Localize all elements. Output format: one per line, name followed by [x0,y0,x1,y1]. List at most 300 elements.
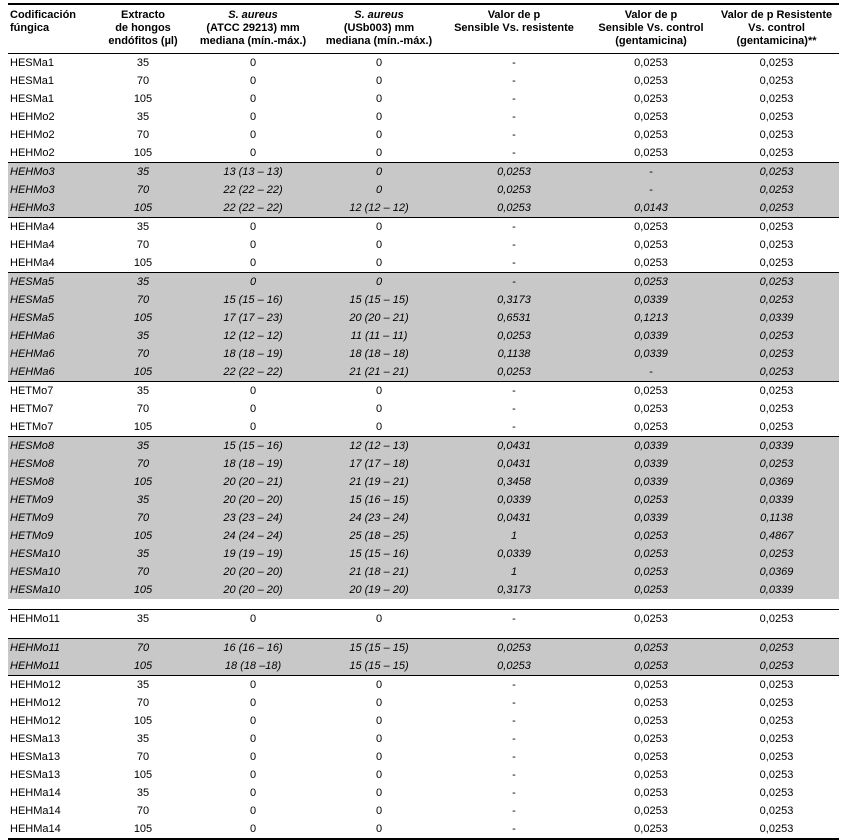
table-row [8,766,839,784]
value-cell: 70 [98,345,188,363]
value-cell: 0,0253 [634,420,668,433]
value-cell: 70 [136,696,150,709]
value-cell: 0,4867 [714,527,839,545]
value-cell: - [440,273,588,292]
table-row [8,581,839,599]
value-cell: 70 [136,74,150,87]
fungal-code-cell: HESMa13 [10,768,61,781]
value-cell: 18 (18 –18) [188,657,318,676]
value-cell: 0,0253 [588,527,714,545]
value-cell: 0,0253 [714,610,839,629]
value-cell: 0,0339 [714,437,839,456]
value-cell: - [512,732,516,745]
column-header-line: Sensible Vs. resistente [454,22,574,34]
value-cell: 0,1138 [440,345,588,363]
fungal-code-cell: HEHMa4 [8,218,98,237]
value-cell: 0,0253 [440,363,588,382]
value-cell: 35 [136,732,150,745]
value-cell: 0,0253 [588,610,714,629]
table-row [8,400,839,418]
fungal-code-cell: HESMa13 [10,750,61,763]
value-cell: 105 [98,473,188,491]
value-cell: - [588,363,714,382]
value-cell: 0 [188,218,318,237]
fungal-code-cell: HETMo7 [10,402,54,415]
table-row [8,712,839,730]
fungal-code-cell: HEHMo3 [8,199,98,218]
table-row [8,820,839,839]
table-row [8,418,839,437]
value-cell: 0,0339 [588,455,714,473]
column-header-line: (ATCC 29213) mm [206,22,300,34]
value-cell: 24 (24 – 24) [188,527,318,545]
column-header-line: Valor de p Resistente [720,9,833,21]
value-cell: 0,0431 [440,437,588,456]
table-row [8,491,839,509]
value-cell: 0,0253 [634,750,668,763]
value-cell: 0,0253 [440,181,588,199]
value-cell: 0 [249,804,257,817]
value-cell: 0,0339 [714,581,839,599]
value-cell: 15 (15 – 15) [318,291,440,309]
value-cell: 0 [375,768,383,781]
value-cell: 0 [249,750,257,763]
value-cell: 0,0253 [714,363,839,382]
value-cell: 0,0253 [714,345,839,363]
value-cell: 0 [188,382,318,401]
value-cell: 0,0253 [588,491,714,509]
fungal-code-cell: HEHMo12 [8,676,98,695]
value-cell: 0,0253 [759,402,794,415]
value-cell: 0,6531 [440,309,588,327]
table-row [8,181,839,199]
fungal-code-cell: HEHMa14 [10,822,61,835]
value-cell: 0,0253 [759,786,794,799]
value-cell: 0,0253 [714,639,839,658]
table-row [8,545,839,563]
value-cell: 21 (19 – 21) [318,473,440,491]
value-cell: - [440,610,588,629]
table-row [8,437,839,456]
fungal-code-cell: HEHMa6 [8,345,98,363]
value-cell: - [588,181,714,199]
value-cell: 0 [249,768,257,781]
value-cell: 0,1213 [588,309,714,327]
column-header-line: Valor de p [624,9,678,21]
table-row [8,199,839,218]
header-row [8,4,839,54]
table-row [8,273,839,292]
value-cell: 70 [98,563,188,581]
value-cell: 0,0253 [588,639,714,658]
value-cell: 0 [249,92,257,105]
column-header-line: fúngica [10,22,50,34]
value-cell: 20 (20 – 21) [188,473,318,491]
value-cell: 0 [188,273,318,292]
column-header-line: (USb003) mm [343,22,415,34]
value-cell: 20 (20 – 20) [188,581,318,599]
value-cell: 0,0253 [759,256,794,269]
column-header [98,4,188,54]
value-cell: 12 (12 – 12) [188,327,318,345]
value-cell: 0,0253 [634,768,668,781]
value-cell: 0,0253 [440,199,588,218]
value-cell: 0,0253 [759,768,794,781]
value-cell: 0 [249,56,257,69]
value-cell: 0 [249,238,257,251]
value-cell: 70 [136,750,150,763]
value-cell: 0,0253 [759,92,794,105]
value-cell: - [512,256,516,269]
value-cell: 0,0253 [634,786,668,799]
value-cell: 15 (15 – 16) [318,545,440,563]
table-body [8,54,839,840]
value-cell: 0 [375,110,383,123]
fungal-code-cell: HESMa1 [10,56,55,69]
value-cell: 105 [133,768,153,781]
value-cell: 0,0253 [759,714,794,727]
table-row [8,382,839,401]
table-row [8,639,839,658]
fungal-code-cell: HEHMo11 [8,657,98,676]
table-row [8,291,839,309]
value-cell: 0,0253 [588,657,714,676]
value-cell: - [440,218,588,237]
value-cell: 22 (22 – 22) [188,363,318,382]
value-cell: 0,0143 [588,199,714,218]
column-header [188,4,318,54]
value-cell: - [512,750,516,763]
value-cell: 0 [375,402,383,415]
value-cell: 0,0339 [588,437,714,456]
value-cell: 15 (15 – 16) [188,437,318,456]
value-cell: 0 [318,218,440,237]
fungal-code-cell: HEHMa4 [10,238,55,251]
value-cell: 0,0253 [634,256,668,269]
value-cell: 0,0253 [759,696,794,709]
value-cell: 19 (19 – 19) [188,545,318,563]
value-cell: 0 [249,74,257,87]
value-cell: 0 [375,732,383,745]
value-cell: 18 (18 – 18) [318,345,440,363]
value-cell: 35 [98,676,188,695]
column-header-line: endófitos (µl) [108,35,178,47]
value-cell: 0,0253 [634,56,668,69]
fungal-code-cell: HESMa10 [8,563,98,581]
column-header-line: Extracto [120,9,166,21]
column-header-line: (gentamicina)** [736,35,817,47]
value-cell: 0,0253 [588,581,714,599]
spacer-cell [8,599,839,610]
value-cell: - [512,786,516,799]
column-header-line: mediana (mín.-máx.) [199,35,307,47]
value-cell: 0 [375,146,383,159]
fungal-code-cell: HEHMa4 [10,256,55,269]
value-cell: 35 [136,786,150,799]
value-cell: 0,0253 [440,327,588,345]
value-cell: 0,0253 [634,128,668,141]
value-cell: 0,0339 [588,291,714,309]
fungal-code-cell: HESMa10 [8,545,98,563]
value-cell: 15 (15 – 15) [318,639,440,658]
fungal-code-cell: HESMa13 [10,732,61,745]
table-row [8,345,839,363]
value-cell: 21 (18 – 21) [318,563,440,581]
value-cell: 0 [375,56,383,69]
value-cell: 35 [98,437,188,456]
value-cell: 35 [98,610,188,629]
value-cell: 0 [375,74,383,87]
value-cell: 0 [318,181,440,199]
value-cell: 0,0253 [634,804,668,817]
value-cell: 0,0253 [759,732,794,745]
value-cell: 0,0253 [759,128,794,141]
column-header [440,4,588,54]
value-cell: - [512,128,516,141]
table-row [8,473,839,491]
value-cell: 105 [98,527,188,545]
fungal-code-cell: HEHMa14 [10,786,61,799]
value-cell: 70 [98,509,188,527]
value-cell: 70 [98,291,188,309]
value-cell: 0,0253 [714,199,839,218]
value-cell: 0,0253 [634,238,668,251]
value-cell: 0 [375,714,383,727]
value-cell: 0,0339 [588,327,714,345]
value-cell: 0,0253 [634,92,668,105]
table-row [8,126,839,144]
value-cell: 0 [318,163,440,182]
value-cell: 0,0253 [714,327,839,345]
value-cell: 0,0369 [714,473,839,491]
value-cell: 12 (12 – 13) [318,437,440,456]
value-cell: 105 [98,199,188,218]
value-cell: - [512,56,516,69]
value-cell: 0,3458 [440,473,588,491]
value-cell: 0,0253 [759,804,794,817]
value-cell: 0,0253 [440,639,588,658]
value-cell: 1 [440,527,588,545]
fungal-code-cell: HEHMo3 [8,181,98,199]
table-row [8,72,839,90]
value-cell: 22 (22 – 22) [188,199,318,218]
value-cell: 105 [98,363,188,382]
value-cell: - [512,804,516,817]
value-cell: 0,0253 [714,273,839,292]
value-cell: - [512,402,516,415]
value-cell: 0 [375,256,383,269]
fungal-code-cell: HETMo9 [8,491,98,509]
value-cell: 0 [249,420,257,433]
value-cell: 105 [133,822,153,835]
column-header [714,4,839,54]
fungal-code-cell: HETMo9 [8,527,98,545]
fungal-code-cell: HESMa5 [8,273,98,292]
fungal-code-cell: HEHMo2 [10,146,55,159]
value-cell: 0,0253 [588,563,714,581]
value-cell: 105 [133,714,153,727]
table-row [8,90,839,108]
fungal-code-cell: HEHMo12 [10,714,61,727]
value-cell: 20 (20 – 20) [188,491,318,509]
table-row [8,657,839,676]
fungal-code-cell: HESMa1 [10,92,55,105]
value-cell: 15 (16 – 15) [318,491,440,509]
value-cell: 0 [375,804,383,817]
value-cell: 16 (16 – 16) [188,639,318,658]
value-cell: 35 [98,327,188,345]
value-cell: 0,0253 [759,74,794,87]
table-row [8,748,839,766]
column-header-line: Vs. control [748,22,805,34]
value-cell: 0,0339 [440,491,588,509]
value-cell: 35 [98,382,188,401]
value-cell: 0 [249,786,257,799]
fungal-code-cell: HESMa5 [8,309,98,327]
value-cell: 20 (19 – 20) [318,581,440,599]
value-cell: 0,0253 [714,218,839,237]
value-cell: 35 [98,218,188,237]
value-cell: 0,0253 [714,657,839,676]
table-row [8,236,839,254]
column-header-line: de hongos [115,22,171,34]
value-cell: 0 [318,273,440,292]
value-cell: 0,0253 [759,420,794,433]
value-cell: 0 [249,256,257,269]
table-row [8,218,839,237]
value-cell: - [512,146,516,159]
value-cell: 0 [318,676,440,695]
fungal-code-cell: HESMa5 [8,291,98,309]
value-cell: 0 [249,110,257,123]
value-cell: 0,0431 [440,455,588,473]
value-cell: 24 (23 – 24) [318,509,440,527]
value-cell: 17 (17 – 18) [318,455,440,473]
value-cell: 35 [98,491,188,509]
value-cell: 0,0253 [440,657,588,676]
value-cell: 70 [136,804,150,817]
value-cell: 0 [249,822,257,835]
value-cell: - [440,676,588,695]
value-cell: 0 [188,676,318,695]
value-cell: 0,0253 [588,545,714,563]
value-cell: 20 (20 – 21) [318,309,440,327]
column-header-line: (gentamicina) [615,35,687,47]
fungal-code-cell: HESMo8 [8,437,98,456]
value-cell: 0,0253 [759,110,794,123]
value-cell: - [512,74,516,87]
column-header [318,4,440,54]
fungal-code-cell: HETMo7 [8,382,98,401]
value-cell: 0,0253 [759,56,794,69]
value-cell: 0 [375,822,383,835]
fungal-code-cell: HEHMo3 [8,163,98,182]
value-cell: 0 [188,610,318,629]
value-cell: 11 (11 – 11) [318,327,440,345]
value-cell: 0,0253 [634,146,668,159]
table-row [8,254,839,273]
results-table [8,3,839,840]
fungal-code-cell: HEHMo2 [10,128,55,141]
value-cell: 0 [249,128,257,141]
value-cell: 35 [98,545,188,563]
value-cell: 0,0253 [714,676,839,695]
value-cell: 0,0253 [714,382,839,401]
value-cell: 0,0369 [714,563,839,581]
value-cell: 0,0253 [634,110,668,123]
value-cell: 0 [249,732,257,745]
value-cell: - [512,238,516,251]
value-cell: 0,0431 [440,509,588,527]
fungal-code-cell: HESMo8 [8,455,98,473]
value-cell: 0,0253 [634,696,668,709]
value-cell: 0 [318,382,440,401]
value-cell: - [512,696,516,709]
value-cell: 0,0253 [714,455,839,473]
value-cell: 70 [136,238,150,251]
fungal-code-cell: HETMo7 [10,420,54,433]
value-cell: 0,0253 [759,146,794,159]
table-row [8,694,839,712]
value-cell: 18 (18 – 19) [188,345,318,363]
table-row [8,144,839,163]
table-row [8,309,839,327]
value-cell: 0,0339 [714,491,839,509]
fungal-code-cell: HEHMa6 [8,363,98,382]
fungal-code-cell: HESMa10 [8,581,98,599]
value-cell: 0 [249,714,257,727]
value-cell: 105 [133,146,153,159]
value-cell: 0,0253 [759,750,794,763]
value-cell: 0 [318,610,440,629]
fungal-code-cell: HEHMa14 [10,804,61,817]
value-cell: 70 [98,455,188,473]
spacer-row [8,599,839,610]
value-cell: 0 [375,750,383,763]
value-cell: 70 [98,181,188,199]
value-cell: 0,0339 [440,545,588,563]
table-row [8,527,839,545]
fungal-code-cell: HETMo9 [8,509,98,527]
fungal-code-cell: HESMo8 [8,473,98,491]
value-cell: 105 [133,256,153,269]
value-cell: 35 [136,110,150,123]
value-cell: 0,0339 [714,309,839,327]
value-cell: 1 [440,563,588,581]
value-cell: 0,0253 [759,822,794,835]
value-cell: 35 [98,163,188,182]
fungal-code-cell: HEHMo11 [8,610,98,629]
table-row [8,363,839,382]
value-cell: 18 (18 – 19) [188,455,318,473]
value-cell: - [588,163,714,182]
table-row [8,327,839,345]
value-cell: 70 [136,402,150,415]
value-cell: 13 (13 – 13) [188,163,318,182]
table-row [8,730,839,748]
value-cell: 17 (17 – 23) [188,309,318,327]
value-cell: 0,0339 [588,509,714,527]
table-header [8,4,839,54]
table-row [8,108,839,126]
value-cell: - [512,110,516,123]
value-cell: 0,3173 [440,291,588,309]
value-cell: 105 [133,420,153,433]
value-cell: 22 (22 – 22) [188,181,318,199]
value-cell: 0 [249,402,257,415]
value-cell: 0,1138 [714,509,839,527]
value-cell: - [512,714,516,727]
